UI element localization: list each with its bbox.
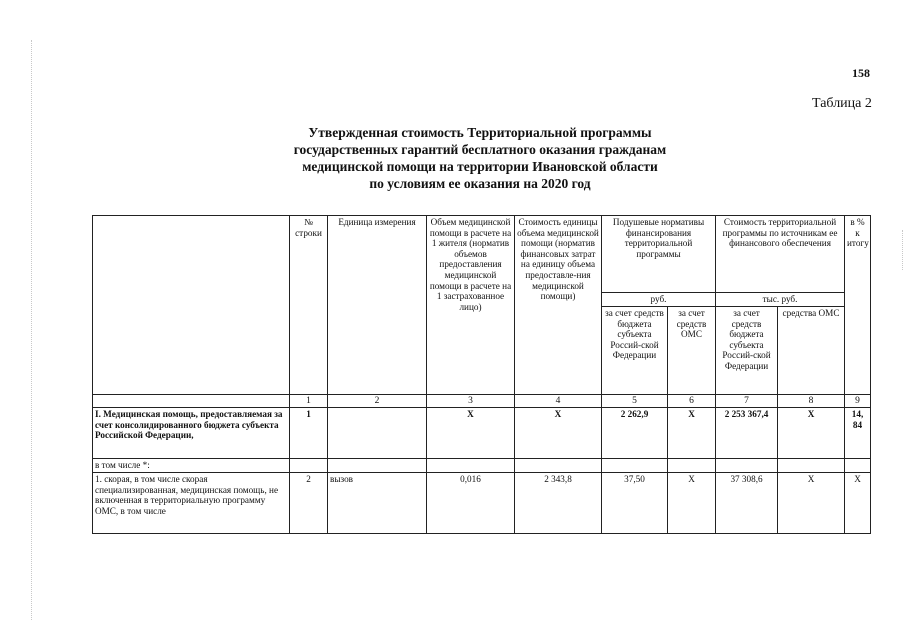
header-program-cost: Стоимость территориальной программы по источникам ее финансового обеспечения (716, 216, 845, 293)
row-oms-rub (668, 459, 716, 473)
row-number (290, 459, 328, 473)
column-number: 4 (515, 395, 602, 408)
table-row (93, 459, 871, 473)
title-line: государственных гарантий бесплатного оказания гражданам (293, 142, 667, 157)
row-percent: X (845, 473, 871, 534)
header-row-number: № строки (290, 216, 328, 395)
row-budget-thous: 2 253 367,4 (716, 408, 778, 459)
row-budget-rub: 37,50 (602, 473, 668, 534)
title-line: медицинской помощи на территории Ивановской области (302, 159, 658, 174)
header-oms-thous: средства ОМС (778, 307, 845, 395)
header-per-capita: Подушевые нормативы финансирования территориальной программы (602, 216, 716, 293)
header-volume: Объем медицинской помощи в расчете на 1 жителя (норматив объемов предоставления медицинской помощи в расчете на 1 застрахованное лицо) (427, 216, 515, 395)
row-unit-cost: X (515, 408, 602, 459)
row-name: I. Медицинская помощь, предоставляемая за счет консолидированного бюджета субъекта Российской Федерации, (93, 408, 290, 459)
row-name: в том числе *: (93, 459, 290, 473)
row-percent (845, 459, 871, 473)
table-label: Таблица 2 (812, 96, 872, 111)
column-number: 2 (328, 395, 427, 408)
column-number: 9 (845, 395, 871, 408)
row-budget-rub (602, 459, 668, 473)
row-budget-thous (716, 459, 778, 473)
program-cost-table (92, 215, 871, 534)
row-volume (427, 459, 515, 473)
header-unit: Единица измерения (328, 216, 427, 395)
row-name: 1. скорая, в том числе скорая специализированная, медицинская помощь, не включенная в территориальную программу ОМС, в том числе (93, 473, 290, 534)
row-percent: 14, 84 (845, 408, 871, 459)
row-oms-thous: X (778, 473, 845, 534)
column-number-empty (93, 395, 290, 408)
row-oms-thous: X (778, 408, 845, 459)
header-budget-rub: за счет средств бюджета субъекта Россий-ской Федерации (602, 307, 668, 395)
header-rub: руб. (602, 293, 716, 307)
row-unit (328, 459, 427, 473)
row-unit: вызов (328, 473, 427, 534)
row-oms-rub: X (668, 473, 716, 534)
row-number: 1 (290, 408, 328, 459)
column-number: 8 (778, 395, 845, 408)
header-oms-rub: за счет средств ОМС (668, 307, 716, 395)
row-number: 2 (290, 473, 328, 534)
title-line: Утвержденная стоимость Территориальной программы (308, 125, 652, 140)
row-budget-rub: 2 262,9 (602, 408, 668, 459)
row-volume: 0,016 (427, 473, 515, 534)
row-unit (328, 408, 427, 459)
column-number: 5 (602, 395, 668, 408)
row-oms-thous (778, 459, 845, 473)
scan-margin-line (31, 40, 33, 620)
column-number: 1 (290, 395, 328, 408)
row-oms-rub: X (668, 408, 716, 459)
scan-margin-line-right (902, 230, 904, 270)
row-unit-cost (515, 459, 602, 473)
table-row (93, 473, 871, 534)
column-number: 6 (668, 395, 716, 408)
document-title (250, 124, 710, 192)
row-volume: X (427, 408, 515, 459)
column-numbers-row (93, 395, 871, 408)
column-number: 7 (716, 395, 778, 408)
row-unit-cost: 2 343,8 (515, 473, 602, 534)
header-thous-rub: тыс. руб. (716, 293, 845, 307)
column-number: 3 (427, 395, 515, 408)
row-budget-thous: 37 308,6 (716, 473, 778, 534)
header-percent: в % к итогу (845, 216, 871, 395)
header-empty-cell (93, 216, 290, 395)
header-budget-thous: за счет средств бюджета субъекта Россий-ской Федерации (716, 307, 778, 395)
table-row (93, 408, 871, 459)
title-line: по условиям ее оказания на 2020 год (369, 176, 591, 191)
header-unit-cost: Стоимость единицы объема медицинской помощи (норматив финансовых затрат на единицу объема предоставле-ния медицинской помощи) (515, 216, 602, 395)
page-number: 158 (852, 66, 870, 80)
